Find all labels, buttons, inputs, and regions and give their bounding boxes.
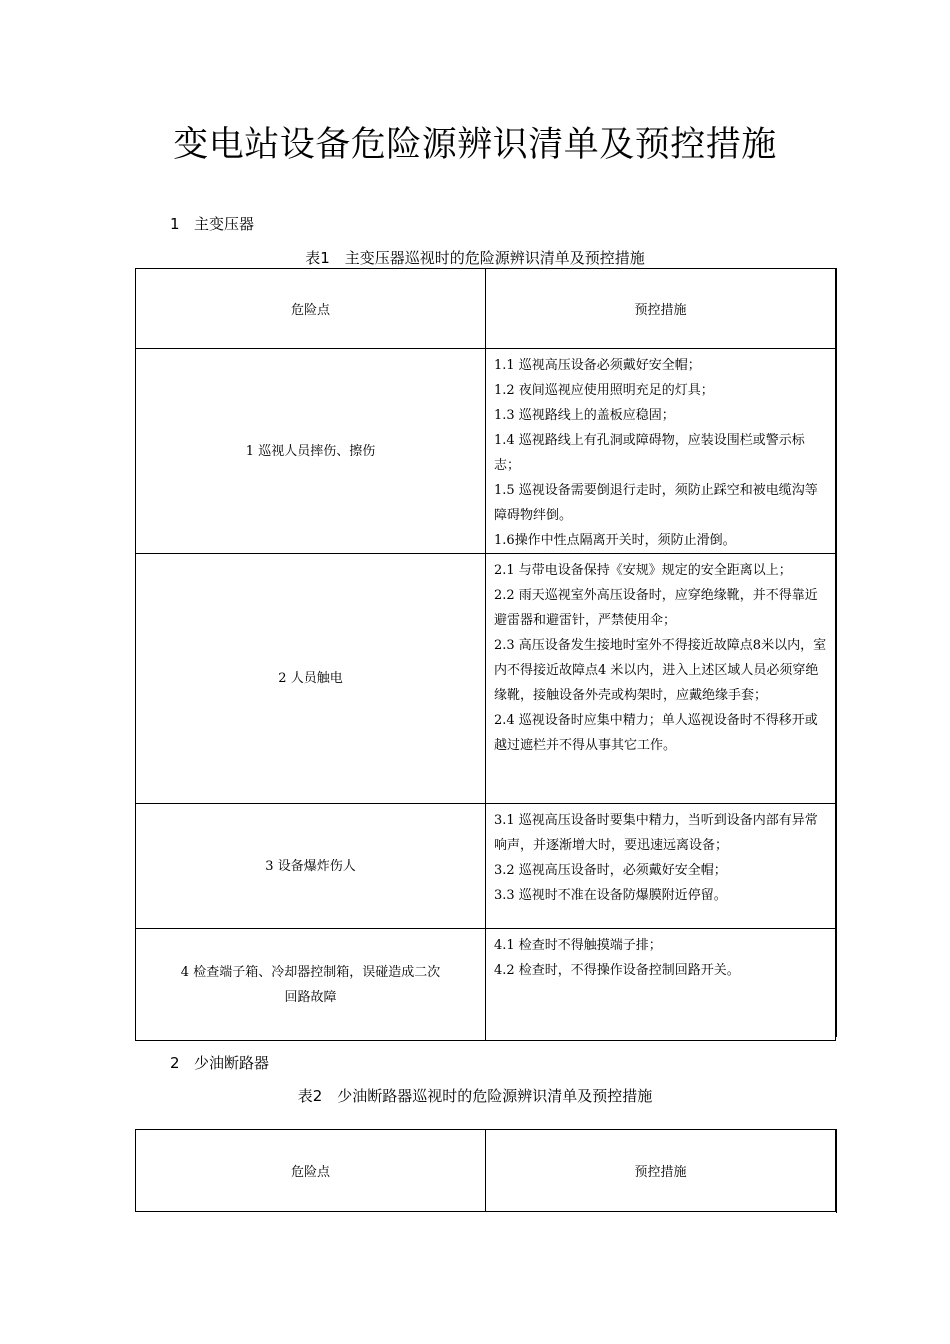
table-row (136, 554, 836, 804)
measure-item: 3.1 巡视高压设备时要集中精力，当听到设备内部有异常响声，并逐渐增大时，要迅速远离设备； (494, 813, 818, 853)
header-measures: 预控措施 (486, 269, 836, 349)
measure-item: 4.2 检查时，不得操作设备控制回路开关。 (494, 963, 740, 978)
measure-item: 1.3 巡视路线上的盖板应稳固； (494, 408, 675, 423)
measure-item: 1.5 巡视设备需要倒退行走时，须防止踩空和被电缆沟等障碍物绊倒。 (494, 483, 818, 523)
table-header-row (136, 269, 836, 349)
hazard-cell: 1 巡视人员摔伤、擦伤 (136, 349, 486, 554)
measures-cell (486, 554, 836, 804)
section-number: 2 (170, 1054, 180, 1072)
table-row (136, 929, 836, 1041)
measures-cell (486, 929, 836, 1041)
hazard-cell: 2 人员触电 (136, 554, 486, 804)
measure-item: 2.4 巡视设备时应集中精力；单人巡视设备时不得移开或越过遮栏并不得从事其它工作。 (494, 713, 818, 753)
measure-item: 2.1 与带电设备保持《安规》规定的安全距离以上； (494, 563, 792, 578)
section-heading-2 (170, 1052, 269, 1073)
section-label: 主变压器 (194, 215, 255, 233)
table1 (135, 268, 836, 1041)
measures-cell (486, 349, 836, 554)
section-label: 少油断路器 (194, 1054, 270, 1072)
table-row (136, 349, 836, 554)
measure-item: 1.4 巡视路线上有孔洞或障碍物，应装设围栏或警示标志； (494, 433, 805, 473)
hazard-cell: 3 设备爆炸伤人 (136, 804, 486, 929)
table1-caption: 表1 主变压器巡视时的危险源辨识清单及预控措施 (305, 249, 645, 267)
section-number: 1 (170, 215, 180, 233)
table1-right-edge (836, 268, 837, 1037)
measure-item: 1.1 巡视高压设备必须戴好安全帽； (494, 358, 701, 373)
header-hazard: 危险点 (136, 269, 486, 349)
measure-item: 2.2 雨天巡视室外高压设备时，应穿绝缘靴，并不得靠近避雷器和避雷针，严禁使用伞； (494, 588, 818, 628)
table-row (136, 804, 836, 929)
measure-item: 1.6操作中性点隔离开关时，须防止滑倒。 (494, 533, 736, 548)
measure-item: 1.2 夜间巡视应使用照明充足的灯具； (494, 383, 714, 398)
header-hazard: 危险点 (136, 1130, 486, 1212)
table-header-row (136, 1130, 836, 1212)
header-measures: 预控措施 (486, 1130, 836, 1212)
measure-item: 2.3 高压设备发生接地时室外不得接近故障点8米以内，室内不得接近故障点4 米以内，进入上述区域人员必须穿绝缘靴，接触设备外壳或构架时，应戴绝缘手套； (494, 638, 827, 703)
measure-item: 4.1 检查时不得触摸端子排； (494, 938, 662, 953)
measures-cell (486, 804, 836, 929)
document-title: 变电站设备危险源辨识清单及预控措施 (173, 125, 777, 165)
table2-caption: 表2 少油断路器巡视时的危险源辨识清单及预控措施 (297, 1087, 653, 1105)
measure-item: 3.2 巡视高压设备时，必须戴好安全帽； (494, 863, 727, 878)
section-heading-1 (170, 213, 254, 234)
table2-right-edge (836, 1129, 837, 1213)
hazard-cell: 4 检查端子箱、冷却器控制箱，误碰造成二次回路故障 (136, 929, 486, 1041)
table2 (135, 1129, 836, 1212)
measure-item: 3.3 巡视时不准在设备防爆膜附近停留。 (494, 888, 727, 903)
